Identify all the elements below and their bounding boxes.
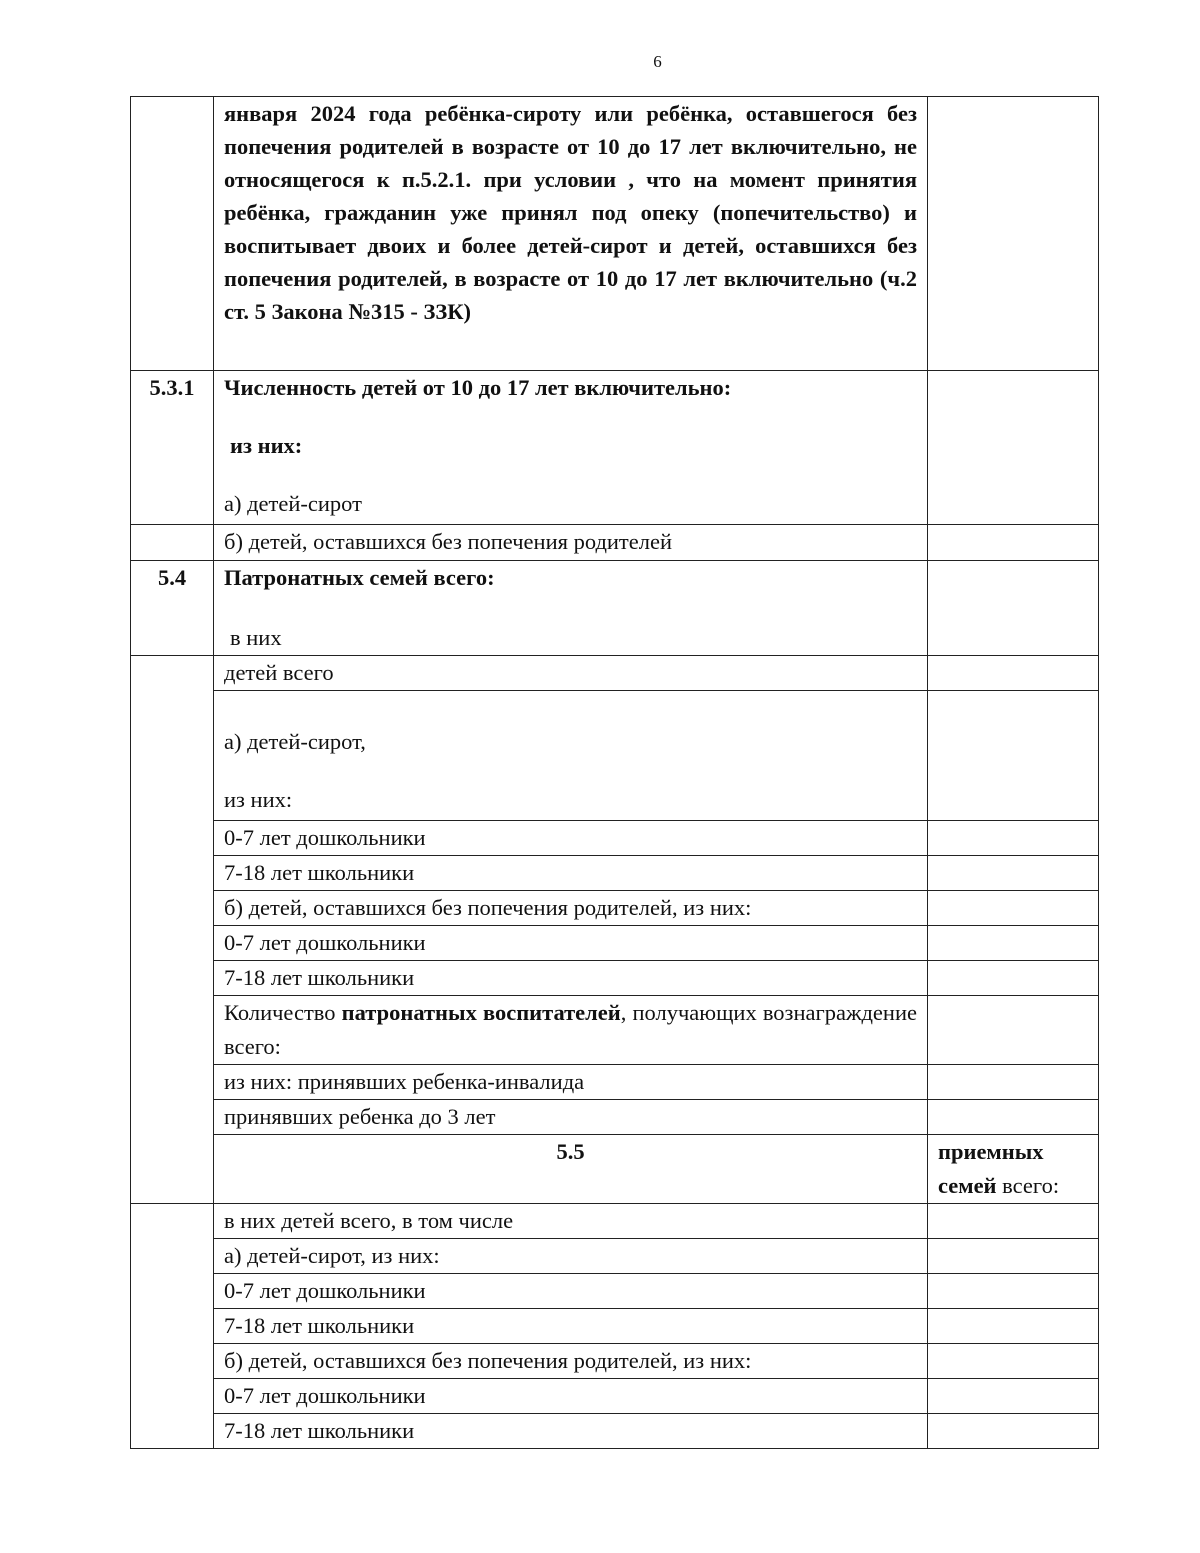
value-cell[interactable] (928, 1204, 1099, 1239)
value-cell[interactable] (928, 371, 1099, 525)
table-row (131, 691, 1099, 821)
value-cell[interactable] (928, 821, 1099, 856)
row-text: б) детей, оставшихся без попечения родителей, из них: (214, 891, 928, 926)
row-text-bold: приемных семей (938, 1139, 1044, 1198)
value-cell[interactable] (928, 1309, 1099, 1344)
value-cell[interactable] (928, 1100, 1099, 1135)
value-cell[interactable] (928, 97, 1099, 371)
row-text-cell (214, 996, 928, 1065)
row-text: 0-7 лет дошкольники (214, 821, 928, 856)
table-row (131, 1274, 1099, 1309)
table-row (131, 656, 1099, 691)
table-row (131, 1414, 1099, 1449)
row-text: 7-18 лет школьники (214, 1414, 928, 1449)
row-text-cell (214, 371, 928, 525)
value-cell[interactable] (928, 1379, 1099, 1414)
value-cell[interactable] (928, 1344, 1099, 1379)
row-text: 7-18 лет школьники (214, 1309, 928, 1344)
row-subheading: из них: (230, 433, 303, 458)
page-number: 6 (653, 52, 662, 71)
table-row (131, 1344, 1099, 1379)
row-text-part: , получающих вознаграждение всего: (224, 1000, 917, 1059)
value-cell[interactable] (928, 1414, 1099, 1449)
row-number-5-5: 5.5 (214, 1135, 928, 1204)
value-cell[interactable] (928, 891, 1099, 926)
row-text: 0-7 лет дошкольники (214, 1379, 928, 1414)
row-text: в них детей всего, в том числе (214, 1204, 928, 1239)
table-row (131, 371, 1099, 525)
table-row (131, 996, 1099, 1065)
intro-text: января 2024 года ребёнка-сироту или ребёнка, оставшегося без попечения родителей в возрасте от 10 до 17 лет включительно, не относящегося к п.5.2.1. при условии , что на момент принятия ребёнка, гражданин уже принял под опеку (попечительство) и воспитывает двоих и более детей-сирот и детей, оставшихся без попечения родителей, в возрасте от 10 до 17 лет включительно (ч.2 ст. 5 Закона №315 - ЗЗК) (224, 101, 917, 324)
row-text-cell (214, 97, 928, 371)
row-text-cell (214, 561, 928, 656)
row-line: а) детей-сирот, (224, 729, 366, 754)
table-row (131, 1100, 1099, 1135)
row-text: принявших ребенка до 3 лет (214, 1100, 928, 1135)
row-text: 7-18 лет школьники (214, 856, 928, 891)
row-text-part: Количество (224, 1000, 336, 1025)
value-cell[interactable] (928, 525, 1099, 561)
value-cell[interactable] (928, 561, 1099, 656)
table-row (131, 525, 1099, 561)
row-text: 0-7 лет дошкольники (214, 1274, 928, 1309)
row-text: б) детей, оставшихся без попечения родителей (214, 525, 928, 561)
value-cell[interactable] (928, 856, 1099, 891)
table-row (131, 821, 1099, 856)
row-number-cell (131, 97, 214, 371)
row-text-cell (214, 691, 928, 821)
value-cell[interactable] (928, 961, 1099, 996)
value-cell[interactable] (928, 691, 1099, 821)
value-cell[interactable] (928, 1065, 1099, 1100)
table-row (131, 1309, 1099, 1344)
row-number-cell (131, 525, 214, 561)
table-row (131, 1065, 1099, 1100)
row-text: а) детей-сирот, из них: (214, 1239, 928, 1274)
report-table (130, 96, 1099, 1449)
row-text: детей всего (214, 656, 928, 691)
row-text: 7-18 лет школьники (214, 961, 928, 996)
table-row (131, 961, 1099, 996)
row-text: б) детей, оставшихся без попечения родителей, из них: (214, 1344, 928, 1379)
row-number-cell (131, 1204, 214, 1449)
table-row (131, 561, 1099, 656)
row-number-cell (131, 656, 214, 1204)
row-text-part: всего: (996, 1173, 1060, 1198)
row-text: 0-7 лет дошкольники (214, 926, 928, 961)
row-text-bold: патронатных воспитателей (341, 1000, 621, 1025)
value-cell[interactable] (928, 656, 1099, 691)
row-number-5-4: 5.4 (131, 561, 214, 656)
value-cell[interactable] (928, 926, 1099, 961)
row-number-5-3-1: 5.3.1 (131, 371, 214, 525)
table-row (131, 1204, 1099, 1239)
row-text-cell (928, 1135, 1099, 1204)
table-row (131, 1239, 1099, 1274)
table-row (131, 891, 1099, 926)
value-cell[interactable] (928, 1274, 1099, 1309)
row-line: в них (230, 625, 282, 650)
table-row (131, 1379, 1099, 1414)
row-text: из них: принявших ребенка-инвалида (214, 1065, 928, 1100)
table-row (131, 1135, 1099, 1204)
row-heading: Патронатных семей всего: (224, 565, 495, 590)
table-row (131, 97, 1099, 371)
value-cell[interactable] (928, 1239, 1099, 1274)
row-line: а) детей-сирот (224, 491, 362, 516)
row-heading: Численность детей от 10 до 17 лет включительно: (224, 375, 732, 400)
row-line: из них: (224, 787, 293, 812)
table-row (131, 926, 1099, 961)
table-row (131, 856, 1099, 891)
value-cell[interactable] (928, 996, 1099, 1065)
